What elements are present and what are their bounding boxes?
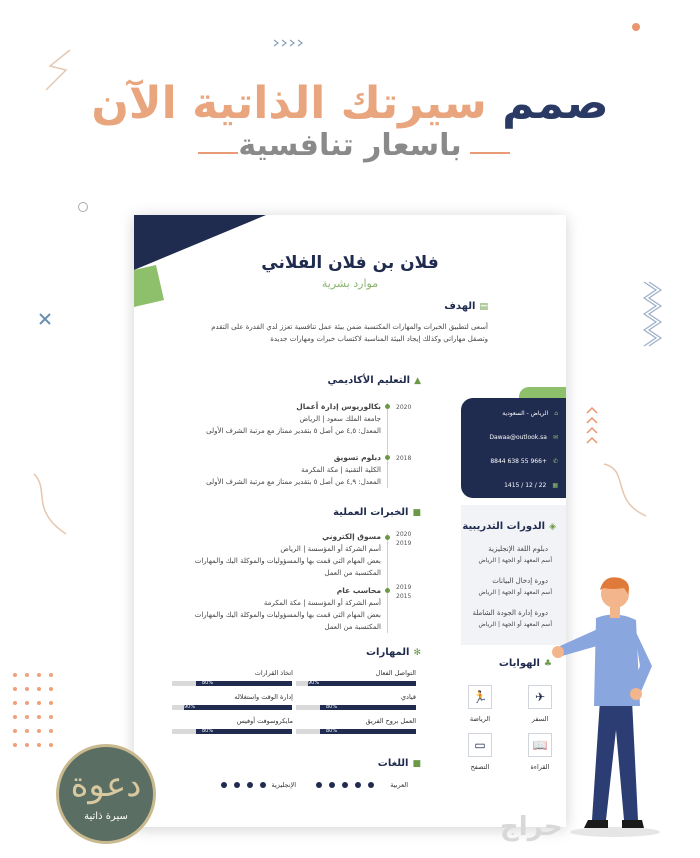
calendar-icon: ▦: [552, 482, 558, 489]
language-name-2: الإنجليزية: [271, 781, 296, 789]
education-timeline: [387, 403, 388, 488]
document-icon: ▤: [479, 302, 488, 312]
experience-timeline: [387, 533, 388, 633]
experience-company-2: أسم الشركة أو المؤسسة | مكة المكرمة: [263, 599, 381, 607]
objective-line1: أسعى لتطبيق الخبرات والمهارات المكتسبة ضمن بيئة عمل تنافسية تعزز لدي القدرة على التقدم: [211, 323, 488, 331]
cv-name: فلان بن فلان الفلاني: [261, 253, 439, 273]
hobby-name-3: القراءة: [530, 763, 550, 771]
languages-title: ■اللغات: [377, 758, 421, 769]
course-org-3: أسم المعهد أو الجهة | الرياض: [478, 621, 552, 628]
skills-title: ✻المهارات: [365, 647, 421, 658]
hobby-name-1: السفر: [531, 715, 549, 723]
hobby-name-4: التصفح: [470, 763, 490, 771]
experience-role-2: محاسب عام: [336, 586, 381, 595]
man-illustration: [540, 570, 690, 840]
course-org-1: أسم المعهد أو الجهة | الرياض: [478, 557, 552, 564]
bicycle-icon: ♣: [543, 659, 552, 669]
contact-phone: ✆+966 55 638 8844: [490, 458, 558, 465]
wave-decoration: [30, 470, 70, 540]
timeline-dot: [385, 455, 390, 460]
home-icon: ⌂: [554, 410, 558, 417]
skill-fill: [308, 681, 416, 686]
language-level-dot: [234, 782, 240, 788]
education-year-1: 2020: [396, 404, 412, 411]
flag-icon: ■: [412, 759, 421, 769]
language-level-dot: [355, 782, 361, 788]
courses-title: ◈الدورات التدريبية: [462, 521, 556, 532]
subheadline: باسعار تنافسية: [238, 128, 462, 163]
language-level-dot: [316, 782, 322, 788]
briefcase-icon: ■: [412, 508, 421, 518]
wave-decoration-right: [600, 460, 650, 520]
mail-icon: ✉: [552, 434, 558, 441]
language-level-dot: [221, 782, 227, 788]
experience-year-from-2: 2019: [396, 584, 412, 591]
experience-year-from-1: 2020: [396, 531, 412, 538]
skill-name-6: مايكروسوفت أوفيس: [236, 717, 293, 725]
education-year-2: 2018: [396, 455, 412, 462]
education-school-1: جامعة الملك سعود | الرياض: [299, 415, 381, 423]
skill-percent-3: 80%: [326, 704, 338, 710]
contact-email: ✉Dawaa@outlook.sa: [489, 434, 558, 441]
language-level-dot: [260, 782, 266, 788]
graduation-cap-icon: ▲: [414, 376, 421, 386]
contact-box: [461, 398, 566, 498]
skill-percent-4: 90%: [184, 704, 196, 710]
cv-job-title: موارد بشرية: [321, 277, 379, 290]
education-degree-1: بكالوريوس إدارة أعمال: [296, 402, 381, 411]
arrow-chevrons-icon: [272, 38, 312, 48]
experience-desc1-2: بعض المهام التي قمت بها والمسؤوليات والموكلة اليك والمهارات: [194, 611, 381, 619]
ring-decoration: [78, 202, 88, 212]
skill-name-4: إدارة الوقت واستغلاله: [234, 693, 293, 701]
contact-date: ▦22 / 12 / 1415: [504, 482, 558, 489]
skill-bar-2: [172, 681, 292, 686]
skill-fill: [184, 705, 292, 710]
course-name-3: دورة إدارة الجودة الشاملة: [472, 609, 548, 617]
logo-main-text: دعوة: [70, 765, 142, 805]
skill-bar-3: [296, 705, 416, 710]
education-gpa-2: المعدل: ٤,٩ من أصل ٥ بتقدير ممتاز مع مرتبة الشرف الأولى: [206, 478, 381, 486]
cross-decoration: [38, 312, 52, 326]
phone-icon: ✆: [552, 458, 558, 465]
education-title: ▲التعليم الأكاديمي: [327, 375, 421, 386]
timeline-dot: [385, 535, 390, 540]
contact-location: ⌂الرياض - السعودية: [502, 410, 558, 417]
experience-role-1: مسوق إلكتروني: [322, 532, 381, 541]
education-gpa-1: المعدل: ٤,٥ من أصل ٥ بتقدير ممتاز مع مرتبة الشرف الأولى: [206, 427, 381, 435]
experience-year-to-1: 2019: [396, 540, 412, 547]
hobbies-title: ♣الهوايات: [498, 658, 552, 669]
skill-bar-6: [172, 729, 292, 734]
timeline-dot: [385, 588, 390, 593]
skill-percent-5: 80%: [326, 728, 338, 734]
experience-desc1-1: بعض المهام التي قمت بها والمسؤوليات والموكلة اليك والمهارات: [194, 557, 381, 565]
timeline-dot: [385, 404, 390, 409]
education-school-2: الكلية التقنية | مكة المكرمة: [301, 466, 381, 474]
experience-year-to-2: 2015: [396, 593, 412, 600]
running-icon: 🏃: [468, 685, 492, 709]
course-org-2: أسم المعهد أو الجهة | الرياض: [478, 589, 552, 596]
watermark: حراج: [500, 812, 563, 842]
dot-grid-decoration: [10, 670, 70, 760]
logo-sub-text: سيرة ذاتية: [84, 811, 128, 822]
education-degree-2: دبلوم تسويق: [333, 453, 381, 462]
gear-icon: ✻: [413, 648, 421, 658]
orange-dot-decoration: [632, 23, 640, 31]
language-level-dot: [247, 782, 253, 788]
cv-paper: [134, 215, 566, 827]
experience-company-1: أسم الشركة أو المؤسسة | الرياض: [280, 545, 381, 553]
airplane-icon: ✈: [528, 685, 552, 709]
language-name-1: العربية: [390, 781, 408, 789]
skill-name-1: التواصل الفعال: [375, 669, 416, 677]
zigzag-decoration: [640, 280, 664, 350]
book-icon: 📖: [528, 733, 552, 757]
skill-name-5: العمل بروح الفريق: [365, 717, 416, 725]
experience-desc2-1: المكتسبة من العمل: [324, 569, 381, 577]
language-level-dot: [368, 782, 374, 788]
headline-part1: صمم: [502, 78, 609, 129]
experience-title: ■الخبرات العملية: [333, 507, 421, 518]
skill-name-2: اتخاذ القرارات: [254, 669, 293, 677]
skill-percent-2: 80%: [202, 680, 214, 686]
orange-chevrons-decoration: [585, 405, 599, 445]
course-name-2: دورة إدخال البيانات: [492, 577, 548, 585]
skill-name-3: قيادي: [400, 693, 416, 701]
objective-line2: وتصقل مهاراتي وكذلك إيجاد البيئة المناسبة لاكتساب خبرات ومهارات جديدة: [270, 335, 488, 343]
skill-percent-6: 80%: [202, 728, 214, 734]
laptop-icon: ▭: [468, 733, 492, 757]
language-level-dot: [329, 782, 335, 788]
course-name-1: دبلوم اللغة الإنجليزية: [488, 545, 548, 553]
skill-percent-1: 90%: [308, 680, 320, 686]
skill-bar-5: [296, 729, 416, 734]
headline: [0, 78, 700, 130]
language-level-dot: [342, 782, 348, 788]
brand-logo: [56, 744, 156, 844]
experience-desc2-2: المكتسبة من العمل: [324, 623, 381, 631]
objective-title: ▤الهدف: [444, 301, 488, 312]
headline-part2: سيرتك الذاتية الآن: [91, 78, 487, 129]
hobby-name-2: الرياضة: [469, 715, 491, 723]
squiggle-decoration: [42, 48, 72, 93]
skill-bar-4: [172, 705, 292, 710]
certificate-icon: ◈: [549, 522, 556, 532]
subline-dash-left: [198, 152, 238, 154]
skill-bar-1: [296, 681, 416, 686]
subline-dash-right: [470, 152, 510, 154]
